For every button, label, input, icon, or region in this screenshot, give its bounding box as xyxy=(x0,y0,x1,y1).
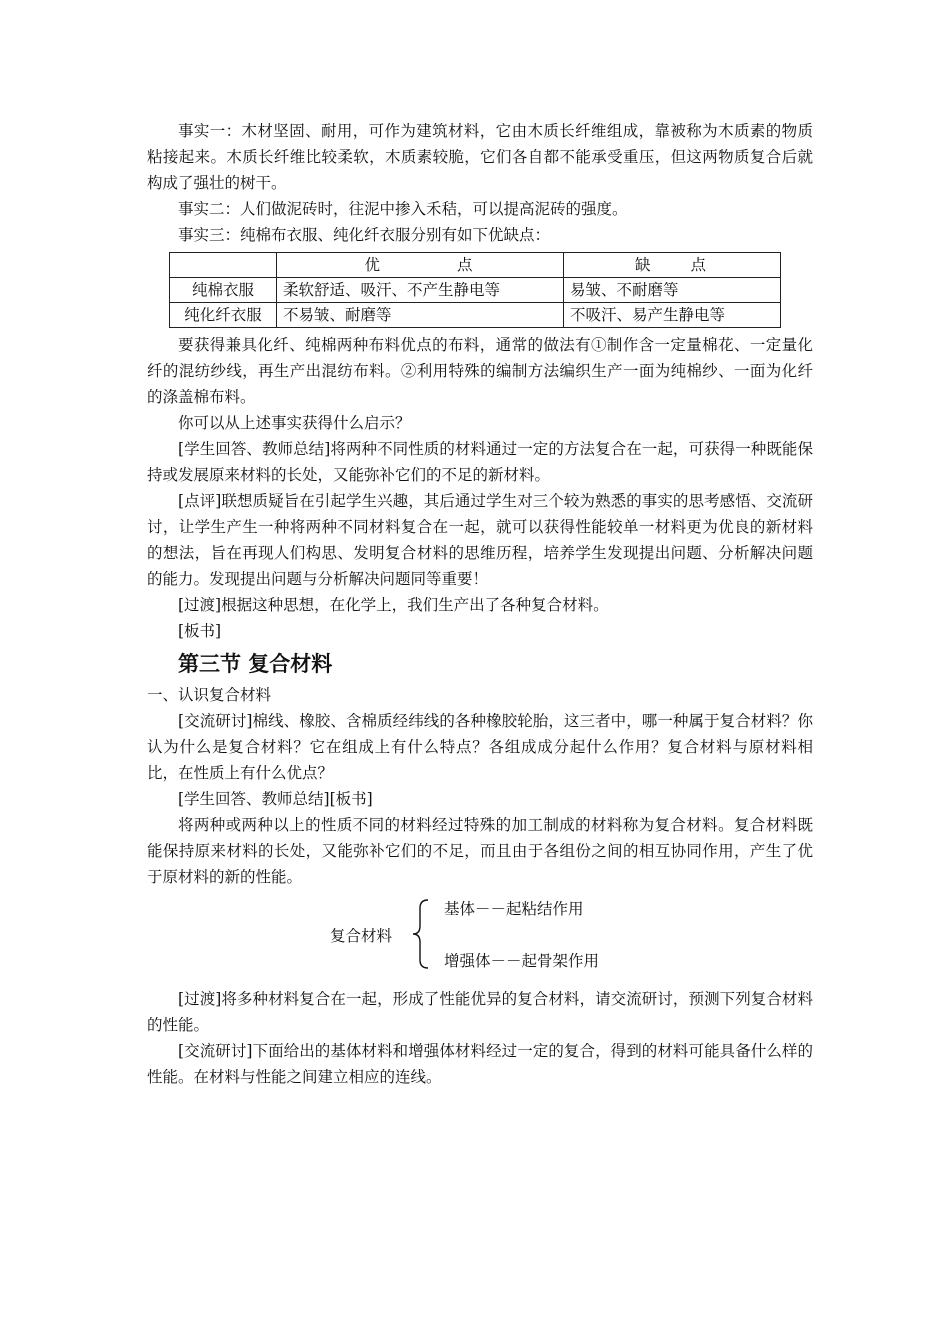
table-cell-cons: 不吸汗、易产生静电等 xyxy=(564,303,781,328)
table-header-pros: 优 点 xyxy=(277,253,564,278)
table-row-name: 纯棉衣服 xyxy=(170,278,277,303)
table-header-cons: 缺 点 xyxy=(564,253,781,278)
table-cell-pros: 柔软舒适、吸汗、不产生静电等 xyxy=(277,278,564,303)
paragraph-fact-three: 事实三：纯棉布衣服、纯化纤衣服分别有如下优缺点： xyxy=(178,226,551,244)
paragraph-answer-note: [学生回答、教师总结][板书] xyxy=(178,790,373,808)
paragraph-transition: [过渡]根据这种思想，在化学上，我们生产出了各种复合材料。 xyxy=(178,596,609,614)
paragraph-blend-methods: 要获得兼具化纤、纯棉两种布料优点的布料，通常的做法有①制作含一定量棉花、一定量化纤的混纺纱线，再生产出混纺布料。②利用特殊的编制方法编织生产一面为纯棉纱、一面为化纤的涤盖棉布料。 xyxy=(147,336,813,406)
brace-label: 复合材料 xyxy=(330,927,393,945)
composite-brace-diagram xyxy=(147,896,813,976)
section-title: 第三节 复合材料 xyxy=(178,652,333,676)
pros-cons-table xyxy=(169,252,781,328)
table-row xyxy=(170,278,781,303)
paragraph-board-note: [板书] xyxy=(178,622,222,640)
paragraph-commentary: [点评]联想质疑旨在引起学生兴趣，其后通过学生对三个较为熟悉的事实的思考感悟、交流研讨，让学生产生一种将两种不同材料复合在一起，就可以获得性能较单一材料更为优良的新材料的想法，旨在再现人们构思、发明复合材料的思维历程，培养学生发现提出问题、分析解决问题的能力。发现提出问题与分析解决问题同等重要！ xyxy=(147,492,813,588)
paragraph-transition-two: [过渡]将多种材料复合在一起，形成了性能优异的复合材料，请交流研讨，预测下列复合材料的性能。 xyxy=(147,990,813,1034)
table-row-name: 纯化纤衣服 xyxy=(170,303,277,328)
table-row xyxy=(170,303,781,328)
paragraph-discussion-two: [交流研讨]下面给出的基体材料和增强体材料经过一定的复合，得到的材料可能具备什么样的性能。在材料与性能之间建立相应的连线。 xyxy=(147,1042,813,1086)
paragraph-question: 你可以从上述事实获得什么启示？ xyxy=(178,414,411,432)
brace-item-matrix: 基体－－起粘结作用 xyxy=(444,900,584,918)
table-cell-pros: 不易皱、耐磨等 xyxy=(277,303,564,328)
subsection-title: 一、认识复合材料 xyxy=(147,686,272,704)
paragraph-fact-one: 事实一：木材坚固、耐用，可作为建筑材料，它由木质长纤维组成，靠被称为木质素的物质粘接起来。木质长纤维比较柔软，木质素较脆，它们各自都不能承受重压，但这两物质复合后就构成了强壮的树干。 xyxy=(147,122,813,192)
table-header-row xyxy=(170,253,781,278)
paragraph-definition: 将两种或两种以上的性质不同的材料经过特殊的加工制成的材料称为复合材料。复合材料既能保持原来材料的长处，又能弥补它们的不足，而且由于各组份之间的相互协同作用，产生了优于原材料的新的性能。 xyxy=(147,816,813,886)
paragraph-summary: [学生回答、教师总结]将两种不同性质的材料通过一定的方法复合在一起，可获得一种既能保持或发展原来材料的长处，又能弥补它们的不足的新材料。 xyxy=(147,440,813,484)
table-cell-cons: 易皱、不耐磨等 xyxy=(564,278,781,303)
document-body xyxy=(147,118,813,1090)
table-corner-cell xyxy=(170,253,277,278)
brace-item-reinforcement: 增强体－－起骨架作用 xyxy=(444,952,600,970)
paragraph-discussion: [交流研讨]棉线、橡胶、含棉质经纬线的各种橡胶轮胎，这三者中，哪一种属于复合材料？你认为什么是复合材料？它在组成上有什么特点？各组成成分起什么作用？复合材料与原材料相比，在性质上有什么优点？ xyxy=(147,712,813,782)
paragraph-fact-two: 事实二：人们做泥砖时，往泥中掺入禾秸，可以提高泥砖的强度。 xyxy=(178,200,628,218)
curly-brace-icon xyxy=(410,898,432,970)
